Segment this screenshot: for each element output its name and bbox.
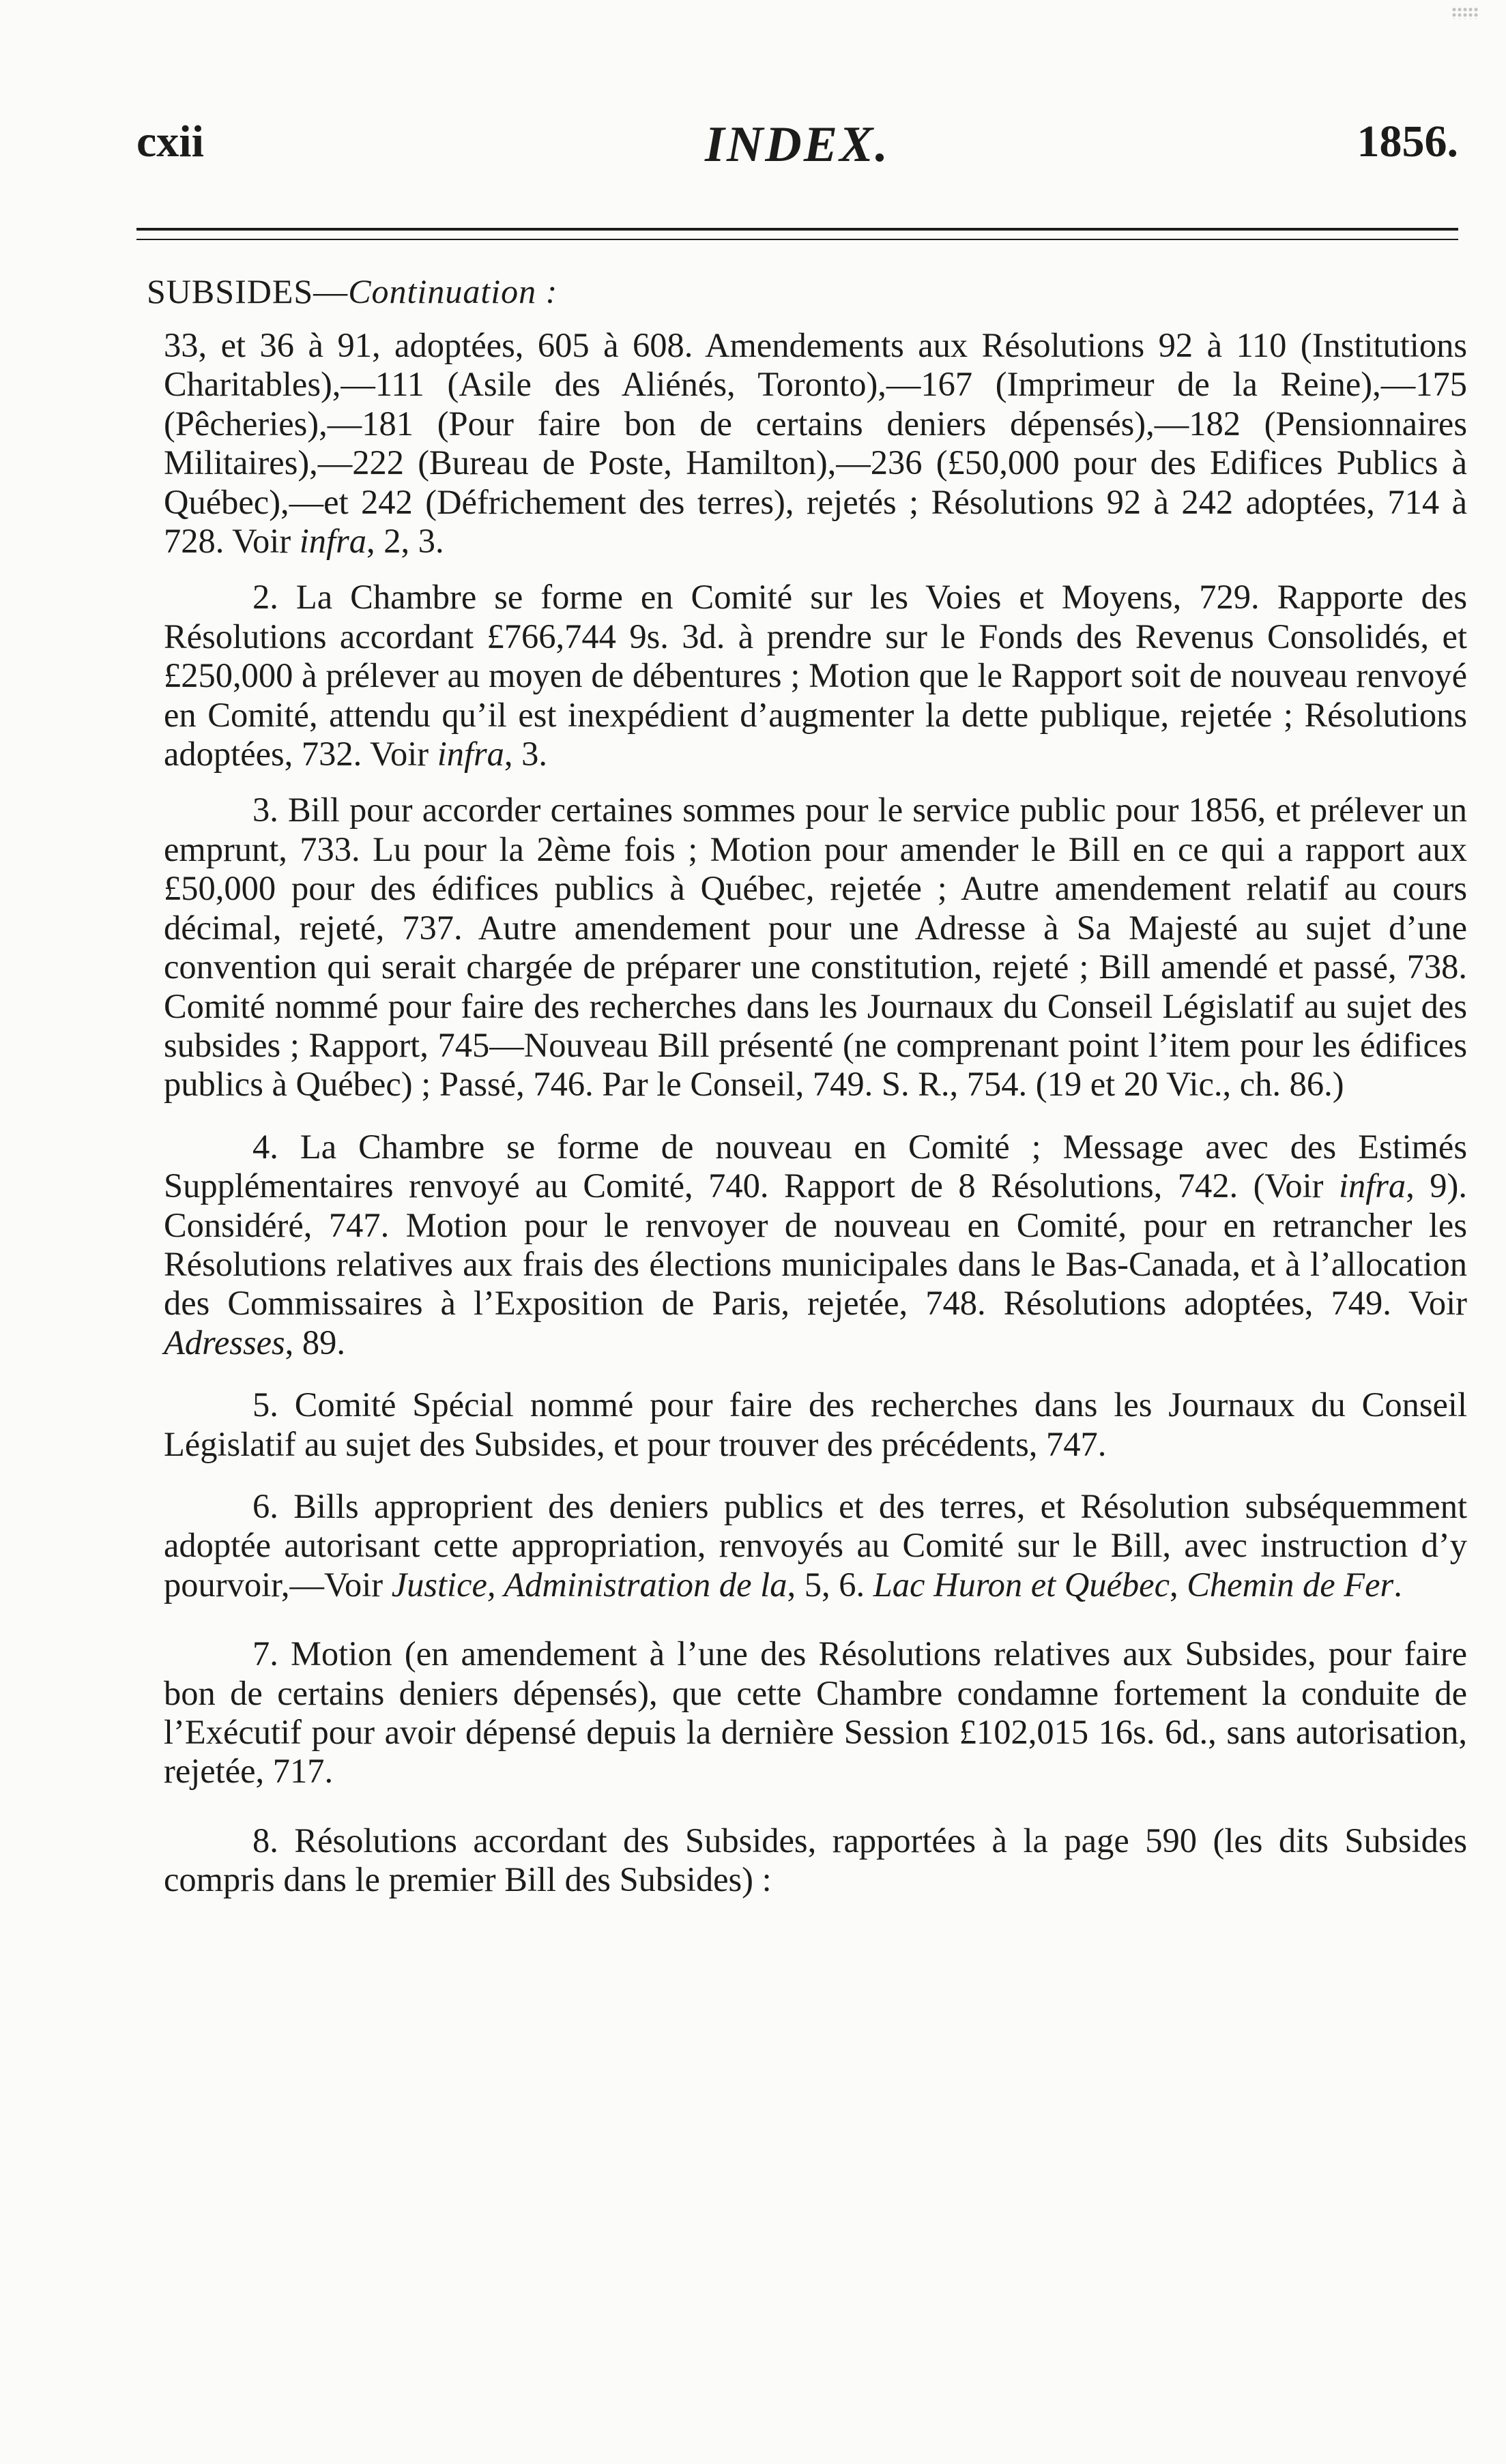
- page-year: 1856.: [1357, 117, 1458, 166]
- entry-5: 5. Comité Spécial nommé pour faire des recherches dans les Journaux du Conseil Législatif au sujet des Subsides, et pour trouver des précédents, 747.: [164, 1385, 1467, 1463]
- page-number: cxii: [136, 117, 204, 166]
- entry-6: 6. Bills approprient des deniers publics et des terres, et Résolution subséquemment adoptée autorisant cette appropriation, renvoyés au Comité sur le Bill, avec instruction d’y pourvoir,—Voir Justice, Administration de la, 5, 6. Lac Huron et Québec, Chemin de Fer.: [164, 1486, 1467, 1604]
- entry-3: 3. Bill pour accorder certaines sommes pour le service public pour 1856, et prélever un emprunt, 733. Lu pour la 2ème fois ; Motion pour amender le Bill en ce qui a rapport aux £50,000 pour des édifices publics à Québec, rejetée ; Autre amendement relatif au cours décimal, rejeté, 737. Autre amendement pour une Adresse à Sa Majesté au sujet d’une convention qui serait chargée de préparer une constitution, rejeté ; Bill amendé et passé, 738. Comité nommé pour faire des recherches dans les Journaux du Conseil Législatif au sujet des subsides ; Rapport, 745—Nouveau Bill présenté (ne comprenant point l’item pour les édifices publics à Québec) ; Passé, 746. Par le Conseil, 749. S. R., 754. (19 et 20 Vic., ch. 86.): [164, 791, 1467, 1104]
- print-speck: [1451, 7, 1479, 19]
- entry-8: 8. Résolutions accordant des Subsides, rapportées à la page 590 (les dits Subsides compris dans le premier Bill des Subsides) :: [164, 1821, 1467, 1899]
- entry-2: 2. La Chambre se forme en Comité sur les Voies et Moyens, 729. Rapporte des Résolutions accordant £766,744 9s. 3d. à prendre sur le Fonds des Revenus Consolidés, et £250,000 à prélever au moyen de débentures ; Motion que le Rapport soit de nouveau renvoyé en Comité, attendu qu’il est inexpédient d’augmenter la dette publique, rejetée ; Résolutions adoptées, 732. Voir infra, 3.: [164, 578, 1467, 774]
- header-rule: [136, 228, 1458, 240]
- entry-4: 4. La Chambre se forme de nouveau en Comité ; Message avec des Estimés Supplémentaires renvoyé au Comité, 740. Rapport de 8 Résolutions, 742. (Voir infra, 9). Considéré, 747. Motion pour le renvoyer de nouveau en Comité, pour en retrancher les Résolutions relatives aux frais des élections municipales dans le Bas-Canada, et à l’allocation des Commissaires à l’Exposition de Paris, rejetée, 748. Résolutions adoptées, 749. Voir Adresses, 89.: [164, 1127, 1467, 1362]
- section-continuation: Continuation :: [348, 272, 558, 310]
- index-entries: [164, 326, 1467, 1900]
- running-head: [136, 116, 1458, 184]
- entry-7: 7. Motion (en amendement à l’une des Résolutions relatives aux Subsides, pour faire bon de certains deniers dépensés), que cette Chambre condamne fortement la conduite de l’Exécutif pour avoir dépensé depuis la dernière Session £102,015 16s. 6d., sans autorisation, rejetée, 717.: [164, 1634, 1467, 1791]
- entry-1-continued: 33, et 36 à 91, adoptées, 605 à 608. Amendements aux Résolutions 92 à 110 (Institutions Charitables),—111 (Asile des Aliénés, Toronto),—167 (Imprimeur de la Reine),—175 (Pêcheries),—181 (Pour faire bon de certains deniers dépensés),—182 (Pensionnaires Militaires),—222 (Bureau de Poste, Hamilton),—236 (£50,000 pour des Edifices Publics à Québec),—et 242 (Défrichement des terres), rejetés ; Résolutions 92 à 242 adoptées, 714 à 728. Voir infra, 2, 3.: [164, 326, 1467, 561]
- page-title: INDEX.: [705, 117, 890, 173]
- section-title: SUBSIDES—: [147, 272, 349, 310]
- section-heading: [147, 272, 557, 311]
